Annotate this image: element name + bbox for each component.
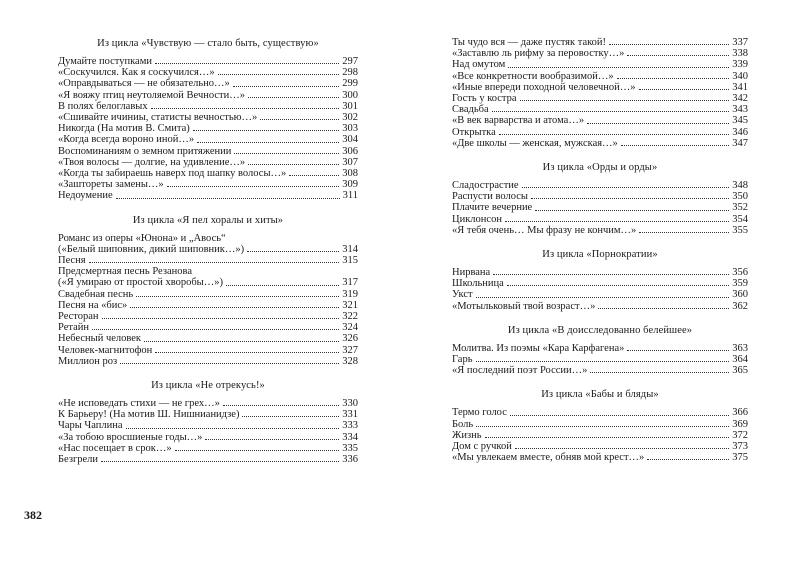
toc-entry [452, 343, 748, 354]
entry-page-number: 326 [342, 333, 358, 345]
entry-page-number: 362 [732, 300, 748, 312]
dot-leader [639, 89, 730, 90]
dot-leader [508, 67, 729, 68]
toc-section [452, 161, 748, 236]
toc-entry [58, 67, 358, 78]
section-title: Из цикла «Бабы и бляды» [541, 389, 659, 401]
toc-entry [452, 441, 748, 452]
entry-page-number: 314 [342, 243, 358, 255]
toc-entry [452, 48, 748, 59]
toc-entry [452, 127, 748, 138]
entry-title: Над омутом [452, 59, 506, 71]
entry-title: Воспоминаниям о земном притяжении [58, 145, 232, 157]
entry-page-number: 345 [732, 115, 748, 127]
entry-page-number: 366 [732, 407, 748, 419]
entry-page-number: 331 [342, 409, 358, 421]
toc-entry [452, 180, 748, 191]
toc-entry [452, 289, 748, 300]
entry-title: Чары Чаплина [58, 420, 123, 432]
dot-leader [155, 63, 339, 64]
toc-entry [58, 432, 358, 443]
entry-page-number: 317 [342, 277, 358, 289]
toc-entry [58, 345, 358, 356]
dot-leader [197, 142, 339, 143]
entry-page-number: 311 [342, 190, 358, 202]
entry-title: Открытка [452, 126, 496, 138]
dot-leader [505, 221, 729, 222]
entry-title: Нирвана [452, 267, 491, 279]
right-toc-column [452, 37, 748, 463]
entry-title: Термо голос [452, 407, 507, 419]
toc-entry [452, 104, 748, 115]
toc-entry [452, 354, 748, 365]
entry-page-number: 339 [732, 59, 748, 71]
toc-entry [452, 71, 748, 82]
dot-leader [223, 405, 339, 406]
dot-leader [218, 74, 340, 75]
toc-entry [58, 289, 358, 300]
entry-page-number: 307 [342, 156, 358, 168]
entry-page-number: 343 [732, 104, 748, 116]
toc-entry [58, 134, 358, 145]
entry-page-number: 364 [732, 354, 748, 366]
entry-page-number: 327 [342, 344, 358, 356]
entry-title: Никогда (На мотив В. Смита) [58, 123, 190, 135]
entry-page-number: 337 [732, 37, 748, 48]
dot-leader [531, 198, 729, 199]
dot-leader [289, 175, 339, 176]
entry-page-number: 335 [342, 442, 358, 454]
dot-leader [492, 111, 730, 112]
entry-title: Недоумение [58, 190, 113, 202]
entry-title: «Мотыльковый твой возраст…» [452, 300, 596, 312]
entry-title: К Барьеру! (На мотив Ш. Нишнианидзе) [58, 409, 240, 421]
entry-page-number: 308 [342, 168, 358, 180]
dot-leader [535, 210, 729, 211]
section-title: Из цикла «Порнократии» [542, 249, 658, 261]
entry-page-number: 306 [342, 145, 358, 157]
entry-title: «Твоя волосы — долгие, на удивление…» [58, 156, 246, 168]
entry-title: «Иные впереди походной человечной…» [452, 81, 636, 93]
entry-page-number: 309 [342, 179, 358, 191]
entry-title: «Нас посещает в срок…» [58, 442, 172, 454]
toc-entry [452, 93, 748, 104]
toc-entry [58, 420, 358, 431]
toc-section [58, 37, 358, 202]
entry-title: «Сшивайте ичиниы, статисты вечностью…» [58, 112, 258, 124]
entry-title: («Белый шиповник, дикий шиповник…») [58, 243, 245, 255]
dot-leader [647, 459, 729, 460]
entry-page-number: 333 [342, 420, 358, 432]
section-title: Из цикла «Не отрекусь!» [151, 380, 265, 392]
entry-page-number: 375 [732, 452, 748, 464]
entry-title: Молитва. Из поэмы «Кара Карфагена» [452, 342, 625, 354]
dot-leader [587, 123, 729, 124]
dot-leader [226, 285, 339, 286]
entry-title: («Я умираю от простой хворобы…») [58, 277, 223, 289]
dot-leader [493, 274, 729, 275]
entry-title: Укст [452, 289, 473, 301]
toc-entry [58, 266, 358, 277]
entry-title: «За тобою вросшиеные годы…» [58, 431, 203, 443]
entry-title: Ресторан [58, 311, 99, 323]
entry-title: В полях белоглавых [58, 100, 148, 112]
entry-page-number: 356 [732, 267, 748, 279]
dot-leader [102, 318, 340, 319]
entry-page-number: 342 [732, 93, 748, 105]
entry-page-number: 359 [732, 278, 748, 290]
entry-title: «Я вояжу птиц неутоляемой Вечности…» [58, 89, 245, 101]
entry-title: Предсмертная песнь Резанова [58, 266, 192, 278]
toc-section [452, 248, 748, 312]
right-page [400, 0, 800, 572]
entry-title: «Я тебя очень… Мы фразу не кончим…» [452, 224, 637, 236]
entry-page-number: 328 [342, 355, 358, 367]
entry-title: «Две школы — женская, мужская…» [452, 137, 618, 149]
toc-entry [58, 168, 358, 179]
entry-title: Миллион роз [58, 355, 118, 367]
dot-leader [193, 130, 340, 131]
entry-page-number: 355 [732, 224, 748, 236]
toc-entry [452, 419, 748, 430]
dot-leader [92, 329, 339, 330]
entry-title: «Заставлю ль рифму за перовостку…» [452, 48, 625, 60]
dot-leader [233, 86, 339, 87]
dot-leader [522, 187, 730, 188]
dot-leader [639, 232, 729, 233]
toc-entry [452, 301, 748, 312]
entry-page-number: 297 [342, 56, 358, 67]
entry-title: «Когда всегда вороно иной…» [58, 134, 195, 146]
entry-page-number: 338 [732, 48, 748, 60]
entry-title: «Заштореты замены…» [58, 179, 164, 191]
toc-entry [452, 267, 748, 278]
dot-leader [476, 426, 729, 427]
dot-leader [167, 186, 340, 187]
toc-section [452, 324, 748, 377]
entry-title: Дом с ручкой [452, 441, 512, 453]
entry-title: Гость у костра [452, 93, 517, 105]
toc-entry [452, 191, 748, 202]
entry-page-number: 319 [342, 288, 358, 300]
toc-entry [58, 244, 358, 255]
toc-entry [58, 322, 358, 333]
entry-title: Сладострастие [452, 180, 519, 192]
dot-leader [155, 352, 339, 353]
dot-leader [609, 44, 729, 45]
dot-leader [247, 251, 339, 252]
toc-entry [452, 278, 748, 289]
toc-entry [58, 409, 358, 420]
entry-page-number: 303 [342, 123, 358, 135]
dot-leader [151, 108, 340, 109]
toc-section [452, 388, 748, 463]
dot-leader [598, 308, 729, 309]
entry-page-number: 372 [732, 429, 748, 441]
toc-section [58, 214, 358, 367]
toc-entry [452, 138, 748, 149]
entry-title: «Оправдываться — не обязательно…» [58, 78, 230, 90]
dot-leader [248, 97, 339, 98]
page-number: 382 [24, 508, 42, 522]
toc-entry [58, 233, 358, 244]
dot-leader [116, 198, 340, 199]
toc-entry [58, 90, 358, 101]
entry-title: «Когда ты забираешь наверх под шапку волосы…» [58, 168, 287, 180]
dot-leader [101, 461, 339, 462]
entry-title: Циклонсон [452, 213, 502, 225]
entry-title: «Мы увлекаем вместе, обняв мой крест…» [452, 452, 645, 464]
toc-entry [58, 179, 358, 190]
entry-title: Школьница [452, 278, 504, 290]
toc-entry [58, 255, 358, 266]
entry-page-number: 373 [732, 441, 748, 453]
dot-leader [242, 416, 339, 417]
section-title: Из цикла «Я пел хоралы и хиты» [132, 214, 284, 226]
toc-entry [58, 112, 358, 123]
toc-entry [58, 311, 358, 322]
entry-title: Гарь [452, 354, 473, 366]
entry-title: Плачите вечерние [452, 202, 533, 214]
entry-page-number: 304 [342, 134, 358, 146]
entry-page-number: 363 [732, 342, 748, 354]
entry-page-number: 298 [342, 67, 358, 79]
toc-section [452, 37, 748, 149]
dot-leader [476, 361, 730, 362]
entry-page-number: 301 [342, 100, 358, 112]
entry-title: «В век варварства и атома…» [452, 115, 585, 127]
entry-title: Распусти волосы [452, 191, 528, 203]
toc-entry [58, 300, 358, 311]
dot-leader [621, 145, 729, 146]
toc-entry [452, 202, 748, 213]
section-title: Из цикла «Чувствую — стало быть, существую» [97, 38, 319, 49]
dot-leader [476, 297, 730, 298]
entry-title: «Все конкретности вообразимой…» [452, 70, 614, 82]
toc-section [58, 379, 358, 465]
entry-page-number: 348 [732, 180, 748, 192]
toc-entry [58, 443, 358, 454]
dot-leader [499, 134, 729, 135]
toc-entry [58, 78, 358, 89]
toc-entry [452, 430, 748, 441]
dot-leader [175, 450, 340, 451]
section-title: Из цикла «Орды и орды» [542, 162, 658, 174]
entry-page-number: 330 [342, 398, 358, 410]
toc-entry [58, 277, 358, 288]
toc-entry [58, 157, 358, 168]
entry-page-number: 346 [732, 126, 748, 138]
entry-title: Ты чудо вся — даже пустяк такой! [452, 37, 607, 48]
entry-title: «Не исповедать стихи — не грех…» [58, 398, 220, 410]
entry-title: «Я последний поэт России…» [452, 365, 588, 377]
toc-entry [452, 115, 748, 126]
toc-entry [58, 123, 358, 134]
entry-title: Песня на «бис» [58, 299, 128, 311]
dot-leader [520, 100, 730, 101]
dot-leader [89, 262, 340, 263]
dot-leader [144, 341, 339, 342]
entry-page-number: 360 [732, 289, 748, 301]
toc-entry [452, 82, 748, 93]
entry-page-number: 350 [732, 191, 748, 203]
dot-leader [590, 372, 729, 373]
entry-page-number: 315 [342, 255, 358, 267]
entry-title: Боль [452, 418, 474, 430]
dot-leader [510, 415, 729, 416]
toc-entry [58, 56, 358, 67]
section-title: Из цикла «В доисследованно белейшее» [507, 324, 693, 336]
toc-entry [452, 452, 748, 463]
toc-entry [58, 146, 358, 157]
dot-leader [234, 153, 339, 154]
entry-title: Свадьба [452, 104, 489, 116]
entry-title: «Соскучился. Как я соскучился…» [58, 67, 215, 79]
dot-leader [627, 350, 729, 351]
dot-leader [136, 296, 339, 297]
toc-entry [452, 407, 748, 418]
toc-entry [452, 59, 748, 70]
entry-page-number: 336 [342, 454, 358, 466]
toc-entry [452, 225, 748, 236]
toc-entry [58, 101, 358, 112]
entry-title: Думайте поступками [58, 56, 152, 67]
toc-entry [58, 398, 358, 409]
entry-page-number: 341 [732, 81, 748, 93]
entry-title: Человек-магнитофон [58, 344, 153, 356]
dot-leader [515, 448, 729, 449]
dot-leader [205, 439, 339, 440]
toc-entry [452, 37, 748, 48]
entry-page-number: 302 [342, 112, 358, 124]
toc-entry [58, 454, 358, 465]
dot-leader [248, 164, 339, 165]
entry-title: Жизнь [452, 429, 482, 441]
dot-leader [120, 363, 339, 364]
entry-page-number: 334 [342, 431, 358, 443]
entry-page-number: 365 [732, 365, 748, 377]
entry-page-number: 347 [732, 137, 748, 149]
entry-title: Ретайн [58, 322, 89, 334]
toc-entry [452, 214, 748, 225]
toc-entry [58, 190, 358, 201]
dot-leader [126, 428, 340, 429]
entry-title: Романс из оперы «Юнона» и „Авось“ [58, 232, 226, 244]
entry-page-number: 354 [732, 213, 748, 225]
entry-title: Песня [58, 255, 86, 267]
toc-entry [452, 365, 748, 376]
dot-leader [507, 285, 729, 286]
toc-entry [58, 333, 358, 344]
entry-page-number: 340 [732, 70, 748, 82]
dot-leader [260, 119, 339, 120]
dot-leader [485, 437, 730, 438]
entry-title: Свадебная песнь [58, 288, 134, 300]
entry-page-number: 324 [342, 322, 358, 334]
dot-leader [130, 307, 339, 308]
left-toc-column [58, 37, 358, 465]
entry-page-number: 322 [342, 311, 358, 323]
entry-page-number: 321 [342, 299, 358, 311]
entry-title: Безгрели [58, 454, 99, 466]
entry-page-number: 300 [342, 89, 358, 101]
entry-title: Небесный человек [58, 333, 142, 345]
entry-page-number: 369 [732, 418, 748, 430]
entry-page-number: 299 [342, 78, 358, 90]
dot-leader [617, 78, 730, 79]
entry-page-number: 352 [732, 202, 748, 214]
toc-entry [58, 356, 358, 367]
dot-leader [627, 55, 729, 56]
